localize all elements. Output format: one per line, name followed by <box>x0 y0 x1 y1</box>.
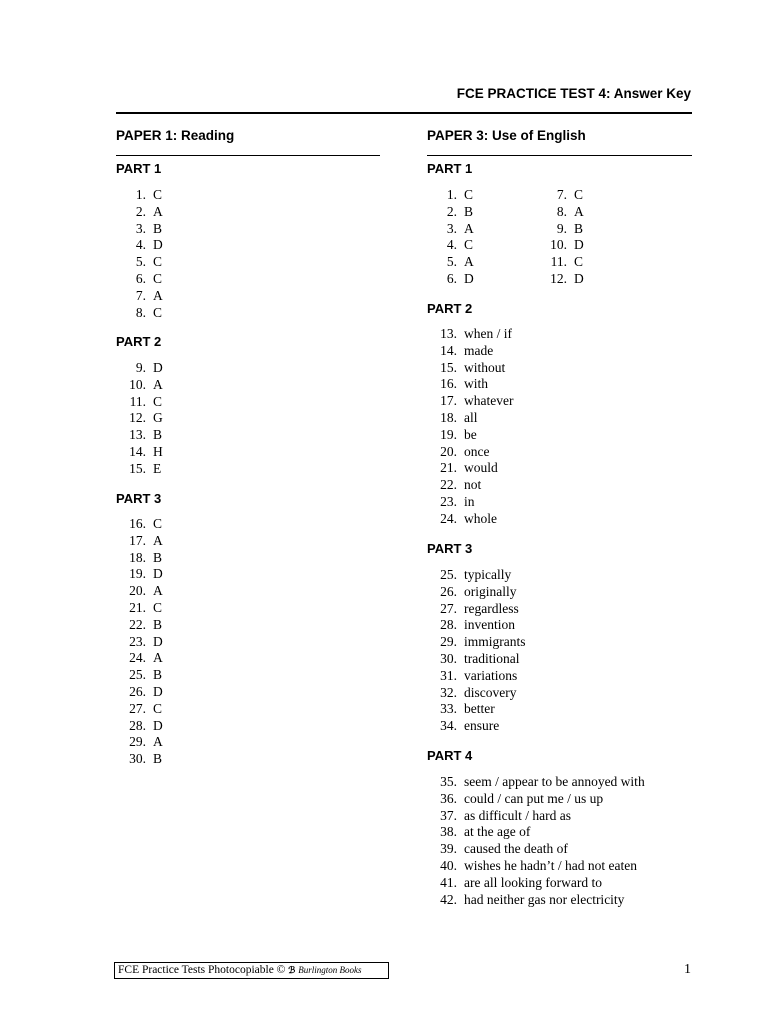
answer-row <box>116 427 163 444</box>
answer-row <box>427 343 513 360</box>
paper3-part3-list <box>427 567 526 735</box>
question-number: 18. <box>129 549 146 565</box>
answer-text: A <box>153 376 163 392</box>
answer-row <box>116 650 163 667</box>
answer-text: seem / appear to be annoyed with <box>464 774 645 789</box>
answer-text: all <box>464 409 478 425</box>
answer-text: in <box>464 493 475 509</box>
answer-text: A <box>153 203 163 219</box>
question-number: 12. <box>129 410 146 426</box>
answer-row <box>427 824 645 841</box>
answer-text: G <box>153 410 163 426</box>
question-number: 1. <box>446 187 457 202</box>
answer-row <box>116 288 163 305</box>
answer-row <box>116 734 163 751</box>
answer-text: B <box>574 220 584 236</box>
answer-row <box>427 494 513 511</box>
paper3-part2-title: PART 2 <box>427 301 473 316</box>
answer-text: C <box>153 516 163 531</box>
answer-row <box>427 617 526 634</box>
answer-row <box>427 858 645 875</box>
answer-text: with <box>464 376 489 392</box>
answer-text: C <box>464 187 474 202</box>
answer-row <box>427 685 526 702</box>
answer-row <box>427 774 645 791</box>
answer-text: C <box>153 270 163 286</box>
paper3-title: PAPER 3: Use of English <box>427 128 586 143</box>
answer-row <box>427 511 513 528</box>
document-title: FCE PRACTICE TEST 4: Answer Key <box>456 86 691 101</box>
answer-row <box>116 684 163 701</box>
question-number: 2. <box>446 203 457 219</box>
question-number: 15. <box>440 359 457 375</box>
question-number: 38. <box>440 824 457 840</box>
question-number: 16. <box>440 376 457 392</box>
footer-text: FCE Practice Tests Photocopiable © <box>118 964 286 976</box>
question-number: 3. <box>135 220 146 236</box>
question-number: 32. <box>440 684 457 700</box>
answer-row <box>427 204 474 221</box>
answer-row <box>537 187 584 204</box>
question-number: 37. <box>440 807 457 823</box>
question-number: 28. <box>440 617 457 633</box>
answer-text: D <box>153 633 163 649</box>
answer-row <box>427 892 645 909</box>
header-rule <box>116 112 692 114</box>
paper3-part4-list <box>427 774 645 908</box>
answer-row <box>116 461 163 478</box>
answer-row <box>427 584 526 601</box>
answer-text: as difficult / hard as <box>464 807 571 823</box>
answer-text: C <box>464 237 474 253</box>
paper3-rule <box>427 155 692 156</box>
answer-row <box>116 583 163 600</box>
answer-row <box>427 221 474 238</box>
answer-text: H <box>153 443 163 459</box>
paper1-part2-title: PART 2 <box>116 334 162 349</box>
question-number: 23. <box>129 633 146 649</box>
answer-text: D <box>153 360 163 375</box>
answer-row <box>116 377 163 394</box>
answer-row <box>427 567 526 584</box>
answer-row <box>116 221 163 238</box>
answer-text: E <box>153 460 162 476</box>
question-number: 1. <box>135 187 146 202</box>
answer-row <box>427 718 526 735</box>
question-number: 6. <box>135 270 146 286</box>
question-number: 31. <box>440 667 457 683</box>
paper3-part4-title: PART 4 <box>427 748 473 763</box>
question-number: 40. <box>440 857 457 873</box>
question-number: 24. <box>129 650 146 666</box>
answer-row <box>537 204 584 221</box>
paper3-part2-list <box>427 326 513 528</box>
answer-text: immigrants <box>464 634 526 650</box>
answer-text: whole <box>464 510 497 526</box>
answer-text: C <box>153 187 163 202</box>
answer-text: not <box>464 477 482 493</box>
question-number: 25. <box>440 567 457 582</box>
paper3-part1-list-col1 <box>427 187 474 288</box>
question-number: 27. <box>129 700 146 716</box>
answer-text: C <box>153 599 163 615</box>
answer-text: D <box>153 717 163 733</box>
answer-text: are all looking forward to <box>464 874 602 890</box>
question-number: 20. <box>440 443 457 459</box>
answer-text: whatever <box>464 393 514 409</box>
question-number: 13. <box>440 326 457 341</box>
answer-text: at the age of <box>464 824 531 840</box>
question-number: 29. <box>129 734 146 750</box>
answer-row <box>116 566 163 583</box>
answer-row <box>427 410 513 427</box>
answer-text: A <box>153 650 163 666</box>
answer-text: ensure <box>464 718 500 734</box>
question-number: 35. <box>440 774 457 789</box>
answer-text: typically <box>464 567 512 582</box>
answer-row <box>427 651 526 668</box>
answer-row <box>116 394 163 411</box>
answer-text: be <box>464 426 477 442</box>
paper1-rule <box>116 155 380 156</box>
answer-text: could / can put me / us up <box>464 790 604 806</box>
answer-row <box>427 668 526 685</box>
page-number: 1 <box>684 962 691 977</box>
question-number: 34. <box>440 718 457 734</box>
answer-row <box>427 791 645 808</box>
answer-text: regardless <box>464 600 519 616</box>
answer-row <box>116 600 163 617</box>
answer-text: invention <box>464 617 515 633</box>
question-number: 3. <box>446 220 457 236</box>
answer-row <box>427 444 513 461</box>
question-number: 14. <box>440 342 457 358</box>
question-number: 26. <box>440 583 457 599</box>
answer-row <box>427 701 526 718</box>
question-number: 28. <box>129 717 146 733</box>
answer-row <box>427 460 513 477</box>
answer-row <box>537 237 584 254</box>
question-number: 13. <box>129 427 146 443</box>
question-number: 7. <box>135 287 146 303</box>
answer-text: D <box>574 237 584 253</box>
answer-text: C <box>153 304 163 320</box>
answer-text: better <box>464 701 495 717</box>
paper3-part3-title: PART 3 <box>427 541 473 556</box>
question-number: 41. <box>440 874 457 890</box>
answer-row <box>116 634 163 651</box>
answer-row <box>116 667 163 684</box>
answer-text: traditional <box>464 650 520 666</box>
paper1-part1-title: PART 1 <box>116 161 162 176</box>
question-number: 42. <box>440 891 457 907</box>
answer-row <box>116 444 163 461</box>
answer-text: A <box>153 532 163 548</box>
paper3-part1-title: PART 1 <box>427 161 473 176</box>
answer-text: would <box>464 460 498 476</box>
answer-row <box>537 254 584 271</box>
answer-row <box>537 271 584 288</box>
question-number: 15. <box>129 460 146 476</box>
question-number: 5. <box>446 254 457 270</box>
question-number: 10. <box>550 237 567 253</box>
answer-row <box>427 237 474 254</box>
answer-text: caused the death of <box>464 841 568 857</box>
answer-text: A <box>574 203 584 219</box>
answer-row <box>427 808 645 825</box>
question-number: 24. <box>440 510 457 526</box>
answer-text: once <box>464 443 490 459</box>
paper3-part1-list-col2 <box>537 187 584 288</box>
answer-text: D <box>153 566 163 582</box>
answer-row <box>116 204 163 221</box>
question-number: 19. <box>129 566 146 582</box>
answer-text: B <box>153 751 163 767</box>
question-number: 2. <box>135 203 146 219</box>
question-number: 7. <box>556 187 567 202</box>
answer-text: D <box>153 683 163 699</box>
answer-row <box>427 187 474 204</box>
answer-row <box>116 237 163 254</box>
question-number: 6. <box>446 270 457 286</box>
answer-row <box>116 187 163 204</box>
question-number: 19. <box>440 426 457 442</box>
answer-text: B <box>153 220 163 236</box>
question-number: 17. <box>129 532 146 548</box>
answer-text: A <box>153 583 163 599</box>
question-number: 9. <box>556 220 567 236</box>
answer-text: discovery <box>464 684 517 700</box>
footer-copyright-box <box>114 962 389 979</box>
answer-text: D <box>574 270 584 286</box>
answer-row <box>427 326 513 343</box>
question-number: 8. <box>135 304 146 320</box>
question-number: 39. <box>440 841 457 857</box>
answer-text: B <box>153 427 163 443</box>
paper1-part3-title: PART 3 <box>116 491 162 506</box>
question-number: 27. <box>440 600 457 616</box>
answer-row <box>427 427 513 444</box>
question-number: 21. <box>440 460 457 476</box>
question-number: 20. <box>129 583 146 599</box>
answer-text: when / if <box>464 326 512 341</box>
answer-text: A <box>153 734 163 750</box>
answer-text: C <box>574 254 584 270</box>
question-number: 23. <box>440 493 457 509</box>
paper1-title: PAPER 1: Reading <box>116 128 235 143</box>
answer-row <box>427 477 513 494</box>
answer-row <box>116 617 163 634</box>
question-number: 26. <box>129 683 146 699</box>
answer-row <box>427 393 513 410</box>
question-number: 16. <box>129 516 146 531</box>
question-number: 12. <box>550 270 567 286</box>
paper1-part1-list <box>116 187 163 321</box>
answer-row <box>116 751 163 768</box>
answer-row <box>116 254 163 271</box>
answer-row <box>116 550 163 567</box>
answer-text: B <box>153 549 163 565</box>
answer-row <box>116 410 163 427</box>
answer-text: C <box>153 254 163 270</box>
answer-text: made <box>464 342 494 358</box>
question-number: 11. <box>550 254 567 270</box>
question-number: 14. <box>129 443 146 459</box>
question-number: 4. <box>135 237 146 253</box>
question-number: 22. <box>129 616 146 632</box>
answer-row <box>116 305 163 322</box>
answer-row <box>116 533 163 550</box>
answer-row <box>116 718 163 735</box>
question-number: 25. <box>129 667 146 683</box>
question-number: 18. <box>440 409 457 425</box>
answer-text: A <box>464 220 474 236</box>
answer-text: originally <box>464 583 517 599</box>
answer-row <box>427 360 513 377</box>
answer-text: C <box>153 700 163 716</box>
paper1-part2-list <box>116 360 163 478</box>
question-number: 36. <box>440 790 457 806</box>
answer-text: had neither gas nor electricity <box>464 891 625 907</box>
answer-text: without <box>464 359 506 375</box>
answer-row <box>427 875 645 892</box>
question-number: 29. <box>440 634 457 650</box>
answer-row <box>427 601 526 618</box>
answer-text: variations <box>464 667 518 683</box>
answer-row <box>537 221 584 238</box>
question-number: 5. <box>135 254 146 270</box>
answer-row <box>427 634 526 651</box>
footer-publisher: Burlington Books <box>298 965 362 975</box>
answer-text: B <box>464 203 474 219</box>
question-number: 4. <box>446 237 457 253</box>
question-number: 11. <box>129 393 146 409</box>
answer-row <box>427 271 474 288</box>
answer-row <box>427 376 513 393</box>
burlington-logo-icon: ℬ <box>288 965 296 975</box>
question-number: 30. <box>440 650 457 666</box>
answer-row <box>116 360 163 377</box>
answer-text: A <box>464 254 474 270</box>
answer-text: A <box>153 287 163 303</box>
answer-text: D <box>153 237 163 253</box>
paper1-part3-list <box>116 516 163 768</box>
answer-row <box>427 254 474 271</box>
answer-text: D <box>464 270 474 286</box>
answer-text: wishes he hadn’t / had not eaten <box>464 857 637 873</box>
answer-text: B <box>153 616 163 632</box>
question-number: 10. <box>129 376 146 392</box>
answer-text: C <box>574 187 584 202</box>
question-number: 30. <box>129 751 146 767</box>
question-number: 17. <box>440 393 457 409</box>
answer-row <box>116 516 163 533</box>
question-number: 21. <box>129 599 146 615</box>
question-number: 8. <box>556 203 567 219</box>
answer-row <box>116 271 163 288</box>
answer-row <box>427 841 645 858</box>
answer-text: B <box>153 667 163 683</box>
question-number: 9. <box>135 360 146 375</box>
question-number: 33. <box>440 701 457 717</box>
answer-row <box>116 701 163 718</box>
answer-text: C <box>153 393 163 409</box>
question-number: 22. <box>440 477 457 493</box>
